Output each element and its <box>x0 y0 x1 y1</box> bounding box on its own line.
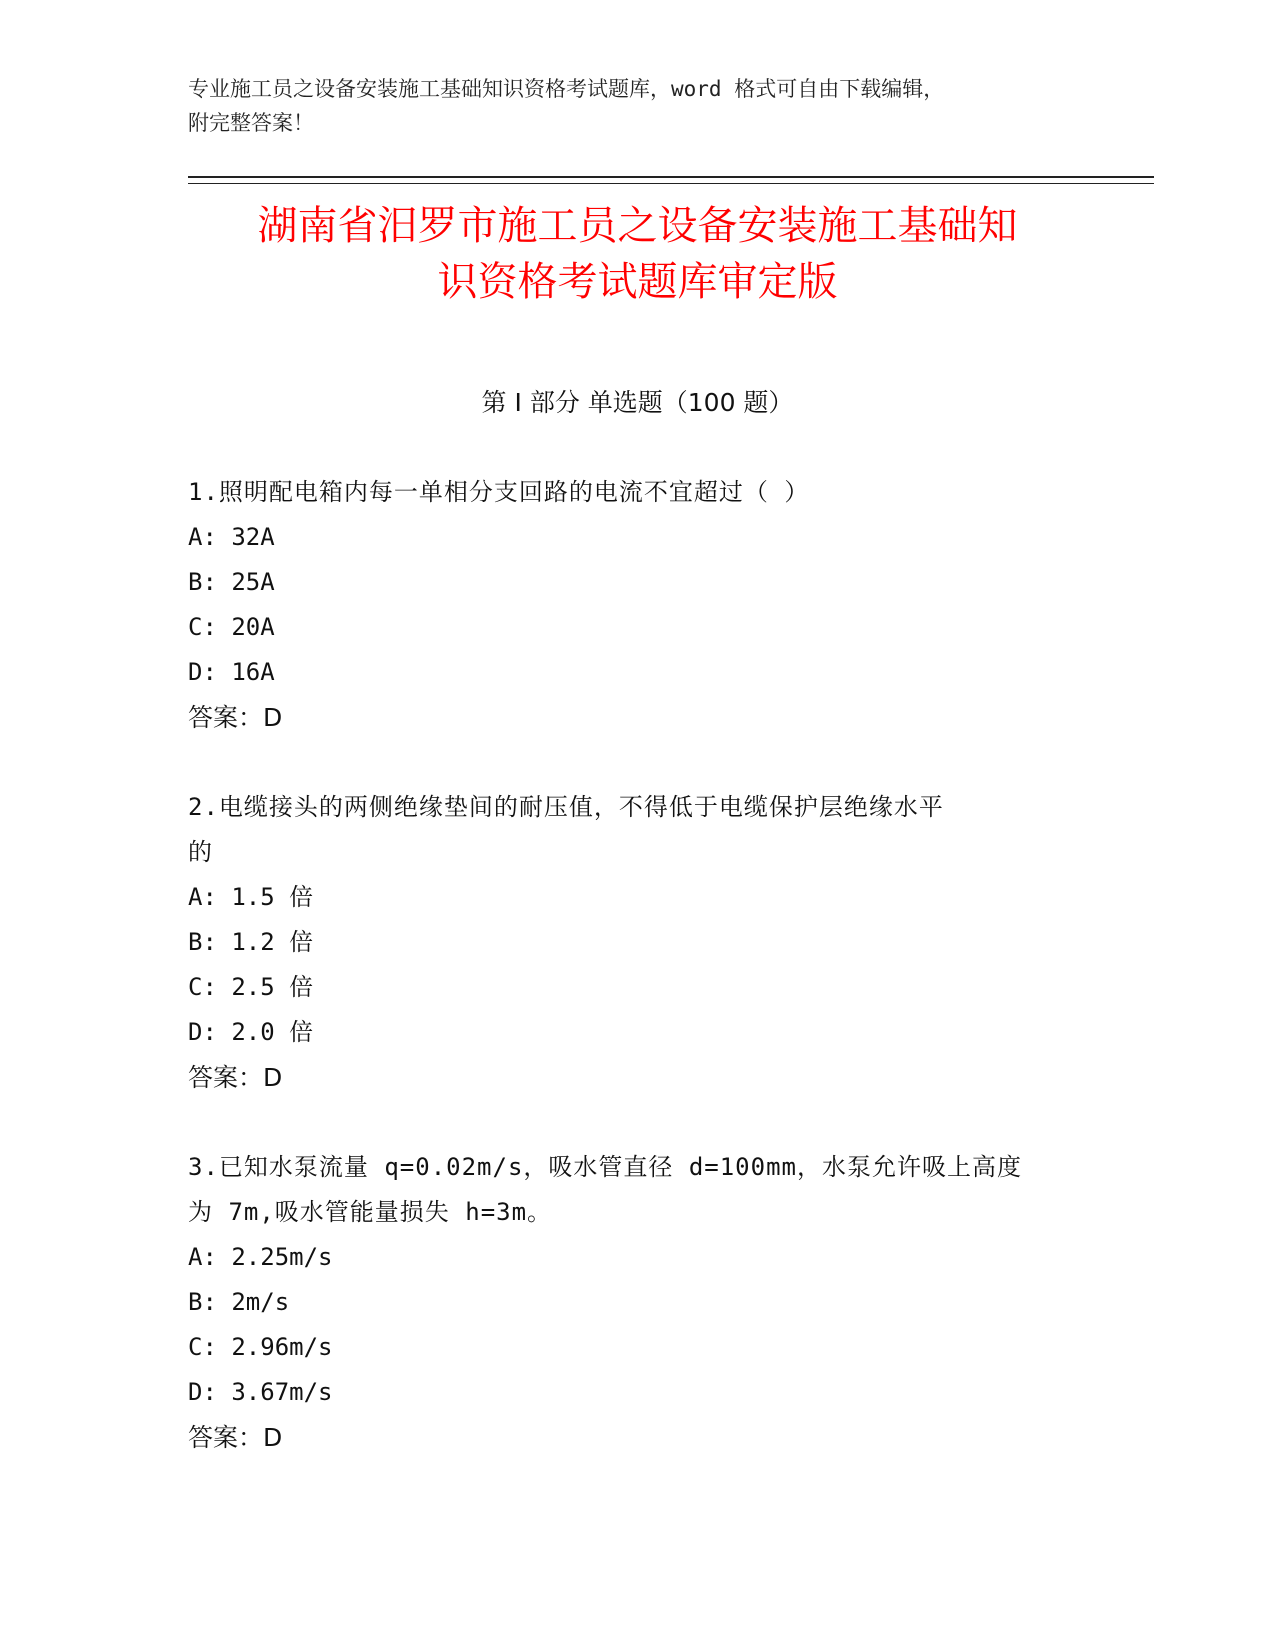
question-list <box>188 470 1078 1460</box>
question-stem-continued: 为 7m,吸水管能量损失 h=3m。 <box>188 1198 553 1226</box>
answer: 答案：D <box>188 1063 283 1092</box>
option-a: A: 2.25m/s <box>188 1243 333 1271</box>
document-title-line: 识资格考试题库审定版 <box>437 259 838 305</box>
question-stem: 2.电缆接头的两侧绝缘垫间的耐压值，不得低于电缆保护层绝缘水平 <box>188 793 944 821</box>
question-item <box>188 785 1078 1100</box>
option-c: C: 2.5 倍 <box>188 973 314 1001</box>
option-a: A: 1.5 倍 <box>188 883 314 911</box>
question-stem: 1.照明配电箱内每一单相分支回路的电流不宜超过（ ） <box>188 478 810 506</box>
header-note-line: 附完整答案！ <box>188 111 314 135</box>
question-spacer <box>188 740 1078 785</box>
question-item <box>188 1145 1078 1460</box>
option-d: D: 3.67m/s <box>188 1378 333 1406</box>
answer: 答案：D <box>188 1423 283 1452</box>
question-spacer <box>188 1100 1078 1145</box>
header-note <box>188 72 1088 140</box>
header-divider-thin <box>188 183 1154 184</box>
section-title: 第 I 部分 单选题（100 题） <box>481 388 794 417</box>
header-note-line: 专业施工员之设备安装施工基础知识资格考试题库，word 格式可自由下载编辑， <box>188 77 945 101</box>
option-d: D: 16A <box>188 658 275 686</box>
header-divider <box>188 176 1154 178</box>
option-c: C: 2.96m/s <box>188 1333 333 1361</box>
document-title-line: 湖南省汨罗市施工员之设备安装施工基础知 <box>257 203 1018 249</box>
option-d: D: 2.0 倍 <box>188 1018 314 1046</box>
option-a: A: 32A <box>188 523 275 551</box>
answer: 答案：D <box>188 703 283 732</box>
option-b: B: 2m/s <box>188 1288 290 1316</box>
document-title <box>150 198 1125 310</box>
option-c: C: 20A <box>188 613 275 641</box>
question-item <box>188 470 1078 740</box>
option-b: B: 1.2 倍 <box>188 928 314 956</box>
option-b: B: 25A <box>188 568 275 596</box>
question-stem-continued: 的 <box>188 838 213 866</box>
question-stem: 3.已知水泵流量 q=0.02m/s，吸水管直径 d=100mm，水泵允许吸上高度 <box>188 1153 1022 1181</box>
